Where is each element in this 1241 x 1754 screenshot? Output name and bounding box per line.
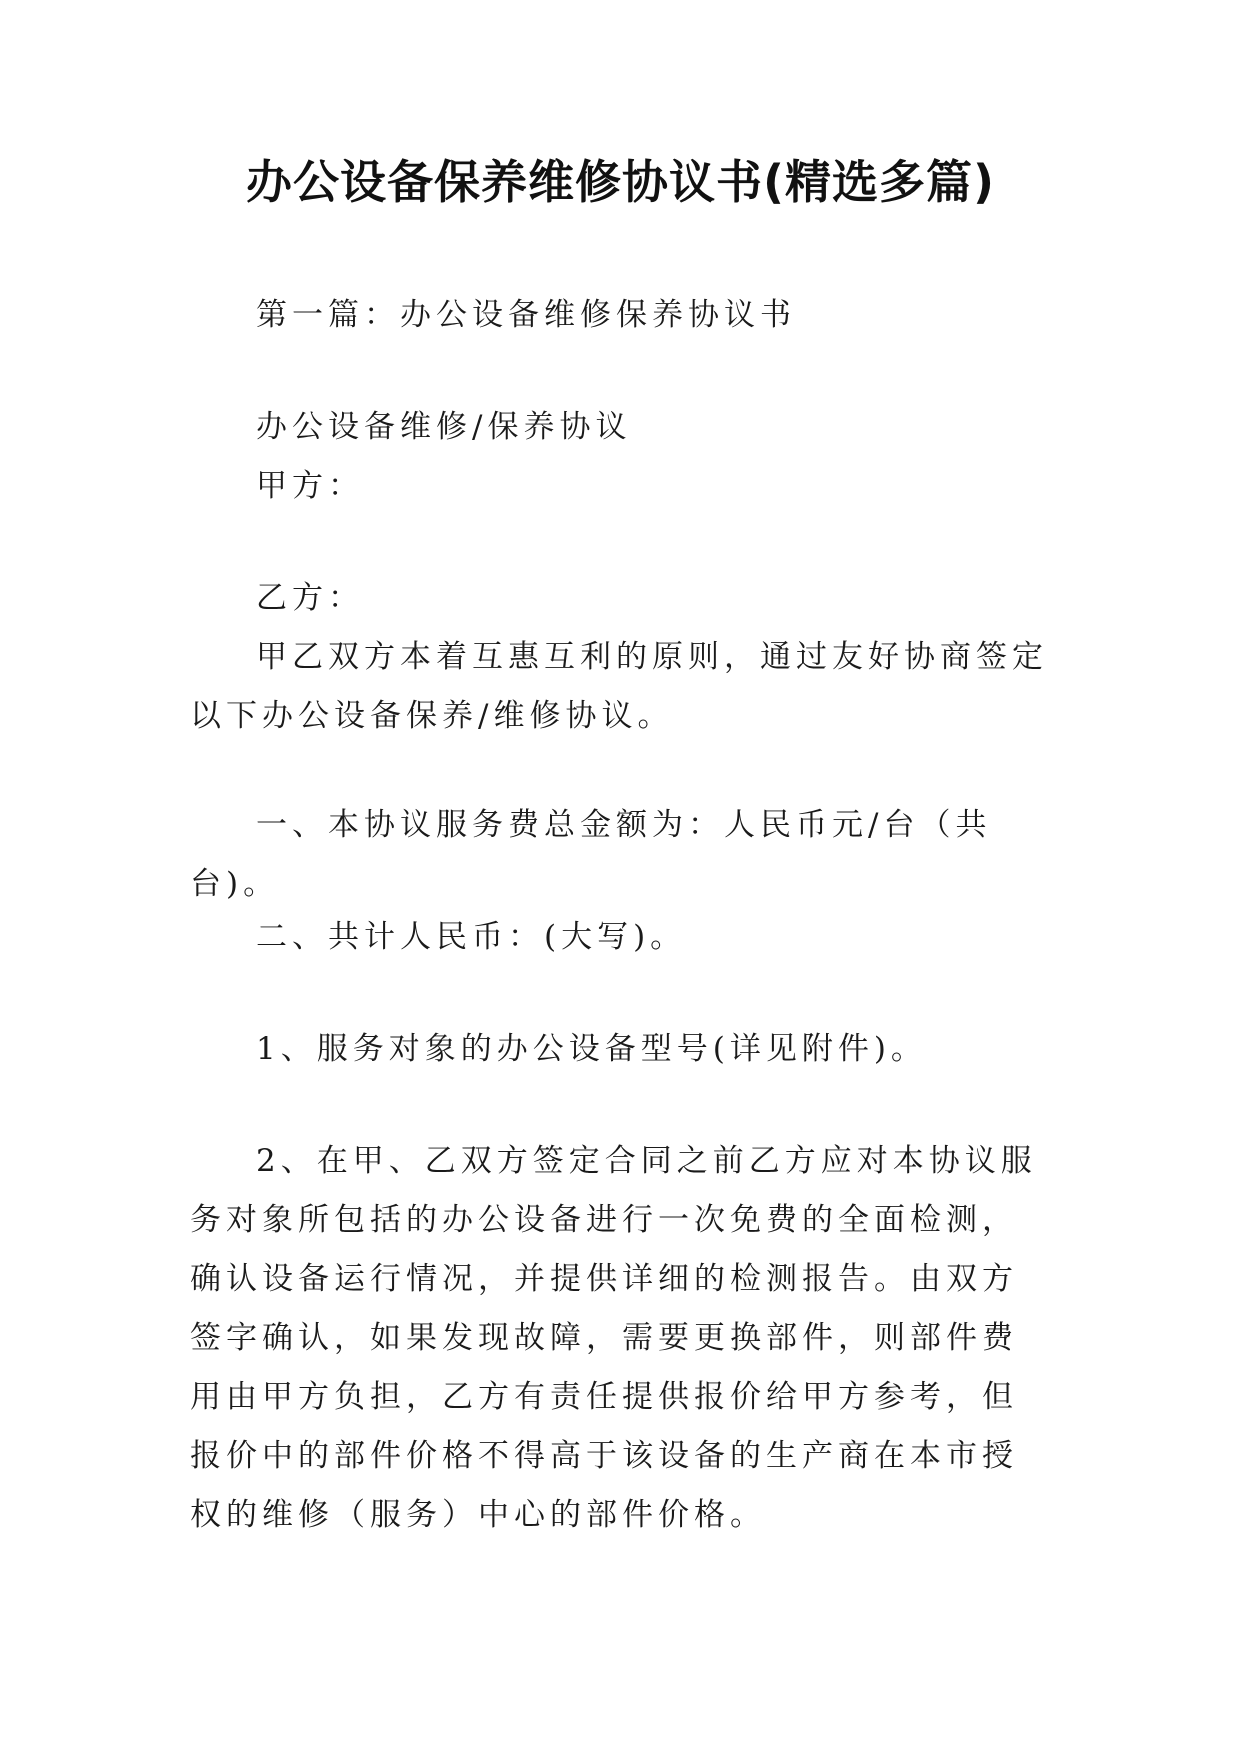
section-heading: 第一篇：办公设备维修保养协议书 bbox=[256, 297, 796, 333]
intro-paragraph: 甲乙双方本着互惠互利的原则，通过友好协商签定以下办公设备保养/维修协议。 bbox=[190, 639, 1048, 734]
clause-one: 一、本协议服务费总金额为：人民币元/台（共台)。 bbox=[190, 807, 992, 902]
agreement-heading: 办公设备维修/保养协议 bbox=[256, 409, 632, 445]
item-one: 1、服务对象的办公设备型号(详见附件)。 bbox=[256, 1031, 927, 1067]
party-a-label: 甲方： bbox=[256, 468, 364, 504]
clause-two: 二、共计人民币：(大写)。 bbox=[256, 919, 687, 955]
party-b-label: 乙方： bbox=[256, 580, 364, 616]
document-title: 办公设备保养维修协议书(精选多篇) bbox=[245, 155, 996, 209]
item-two: 2、在甲、乙双方签定合同之前乙方应对本协议服务对象所包括的办公设备进行一次免费的全面检测，确认设备运行情况，并提供详细的检测报告。由双方签字确认，如果发现故障，需要更换部件，则部件费用由甲方负担，乙方有责任提供报价给甲方参考，但报价中的部件价格不得高于该设备的生产商在本市授权的维修（服务）中心的部件价格。 bbox=[190, 1143, 1037, 1533]
